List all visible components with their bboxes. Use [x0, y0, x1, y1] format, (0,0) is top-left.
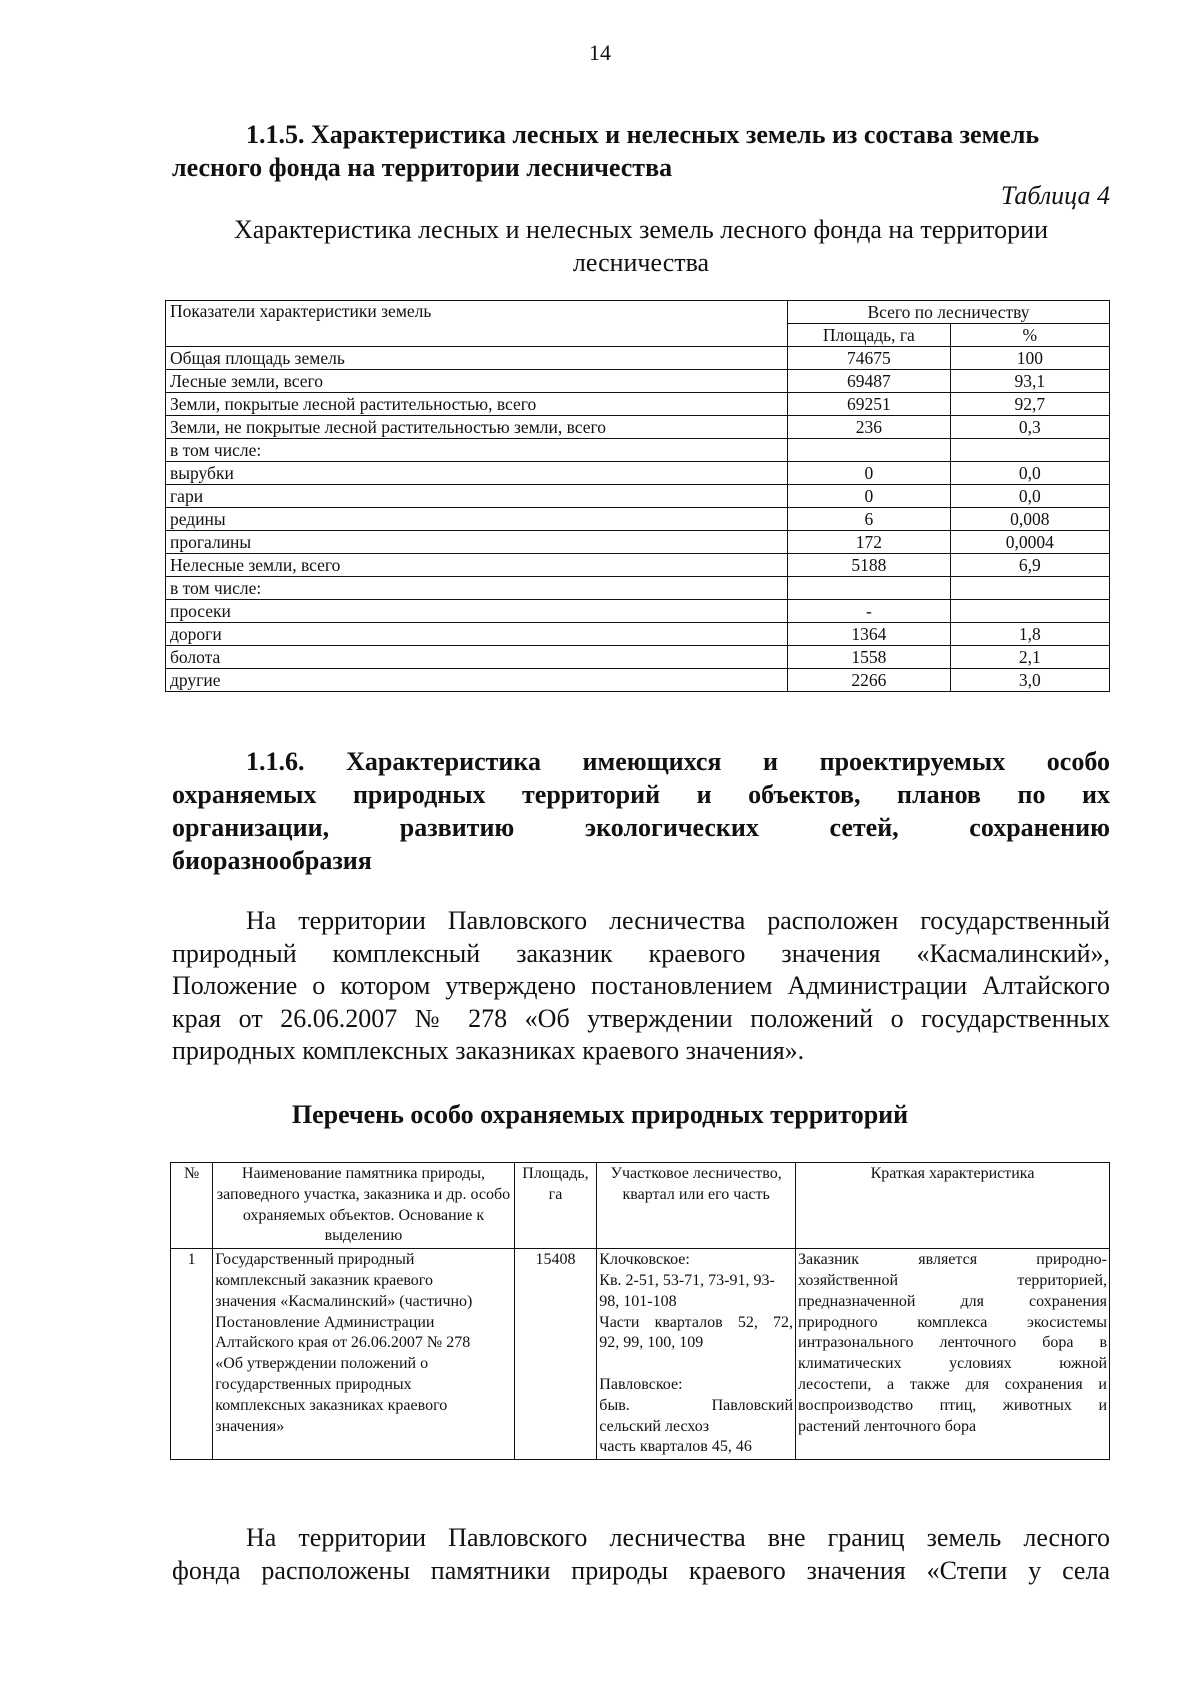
- table-row: [166, 646, 1110, 669]
- table-row: [166, 416, 1110, 439]
- row-percent: [950, 577, 1109, 600]
- row-area: 0: [788, 485, 951, 508]
- cell-line: часть кварталов 45, 46: [599, 1438, 752, 1456]
- body-paragraph: [172, 1522, 1110, 1587]
- row-name: дороги: [166, 623, 788, 646]
- section-heading-line: лесного фонда на территории лесничества: [172, 153, 673, 182]
- cell-line: быв. Павловский: [599, 1396, 794, 1414]
- table-caption: [172, 213, 1110, 279]
- table-row: [166, 370, 1110, 393]
- table-number-label: Таблица 4: [1000, 181, 1110, 210]
- column-header-description: Краткая характеристика: [796, 1163, 1110, 1249]
- row-number: 1: [171, 1249, 213, 1460]
- section-heading-line: охраняемых природных территорий и объектов, планов по их: [172, 780, 1110, 809]
- protected-areas-table: [170, 1162, 1110, 1460]
- row-area: [788, 439, 951, 462]
- cell-line: комплексный заказник краевого: [215, 1271, 433, 1289]
- row-area: [788, 577, 951, 600]
- row-name: Земли, не покрытые лесной растительностью земли, всего: [166, 416, 788, 439]
- paragraph-line: природный комплексный заказник краевого значения «Касмалинский»,: [172, 938, 1110, 968]
- paragraph-line: края от 26.06.2007 № 278 «Об утверждении положений о государственных: [172, 1003, 1110, 1033]
- paragraph-line: фонда расположены памятники природы краевого значения «Степи у села: [172, 1555, 1110, 1585]
- cell-line: Постановление Администрации: [215, 1313, 435, 1331]
- page-number: 14: [589, 40, 611, 65]
- row-area: 5188: [788, 554, 951, 577]
- row-area: 1364: [788, 623, 951, 646]
- cell-line: государственных природных: [215, 1375, 412, 1393]
- section-title-part: Характеристика лесных и нелесных земель из состава земель: [311, 120, 1040, 149]
- table-row: [166, 462, 1110, 485]
- section-heading-line: 1.1.6. Характеристика имеющихся и проектируемых особо: [246, 747, 1110, 776]
- row-percent: 93,1: [950, 370, 1109, 393]
- cell-line: природного комплекса экосистемы: [798, 1313, 1107, 1331]
- table-header-row: [166, 301, 1110, 324]
- paragraph-line: На территории Павловского лесничества расположен государственный: [246, 906, 1110, 935]
- row-area: 172: [788, 531, 951, 554]
- row-percent: [950, 439, 1109, 462]
- table-row: [166, 577, 1110, 600]
- row-name: Общая площадь земель: [166, 347, 788, 370]
- row-name: Нелесные земли, всего: [166, 554, 788, 577]
- section-heading-line: [172, 118, 1110, 151]
- row-name: просеки: [166, 600, 788, 623]
- table-row: [166, 554, 1110, 577]
- row-name: вырубки: [166, 462, 788, 485]
- cell-line: «Об утверждении положений о: [215, 1355, 429, 1373]
- row-area: 0: [788, 462, 951, 485]
- row-percent: 0,008: [950, 508, 1109, 531]
- row-percent: 0,0: [950, 462, 1109, 485]
- row-percent: 6,9: [950, 554, 1109, 577]
- column-header-total: Всего по лесничеству: [788, 301, 1110, 324]
- cell-line: хозяйственной территорией,: [798, 1271, 1107, 1289]
- paragraph-line: природных комплексных заказниках краевого значения».: [172, 1036, 805, 1065]
- protected-areas-list-title: Перечень особо охраняемых природных территорий: [291, 1100, 909, 1129]
- table-row: [166, 531, 1110, 554]
- cell-line: Павловское:: [599, 1375, 683, 1393]
- table-row: [166, 623, 1110, 646]
- cell-line: значения «Касмалинский» (частично): [215, 1292, 473, 1310]
- cell-line: Заказник является природно-: [798, 1251, 1107, 1269]
- cell-line: лесостепи, а также для сохранения и: [798, 1375, 1107, 1393]
- row-name: редины: [166, 508, 788, 531]
- row-name: болота: [166, 646, 788, 669]
- paragraph-line: Положение о котором утверждено постановлением Администрации Алтайского: [172, 971, 1110, 1000]
- column-header-area: Площадь, га: [514, 1163, 597, 1249]
- cell-line: 92, 99, 100, 109: [599, 1334, 704, 1352]
- cell-line: воспроизводство птиц, животных и: [798, 1396, 1107, 1414]
- table-row: [166, 393, 1110, 416]
- row-percent: 0,0004: [950, 531, 1109, 554]
- table-row: [166, 600, 1110, 623]
- paragraph-line: На территории Павловского лесничества вне границ земель лесного: [246, 1523, 1110, 1552]
- column-header-area: Площадь, га: [788, 324, 951, 347]
- table-row: [166, 485, 1110, 508]
- cell-line: комплексных заказниках краевого: [215, 1396, 448, 1414]
- table-header-row: [171, 1163, 1110, 1249]
- cell-line: значения»: [215, 1417, 285, 1435]
- section-heading-1-1-6: [172, 745, 1110, 877]
- section-heading-line: биоразнообразия: [172, 846, 372, 875]
- row-description: [796, 1249, 1110, 1460]
- row-name: Земли, покрытые лесной растительностью, всего: [166, 393, 788, 416]
- row-percent: 0,0: [950, 485, 1109, 508]
- cell-line: 98, 101-108: [599, 1292, 677, 1310]
- cell-spacer: [599, 1354, 793, 1375]
- row-area: 6: [788, 508, 951, 531]
- table-row: [166, 439, 1110, 462]
- row-percent: 100: [950, 347, 1109, 370]
- row-location: [597, 1249, 796, 1460]
- body-paragraph: [172, 905, 1110, 1068]
- row-area: 69251: [788, 393, 951, 416]
- row-name: в том числе:: [166, 577, 788, 600]
- row-name: гари: [166, 485, 788, 508]
- row-percent: 92,7: [950, 393, 1109, 416]
- section-heading-1-1-5: [172, 118, 1110, 184]
- section-number: 1.1.5.: [246, 120, 305, 149]
- row-percent: 3,0: [950, 669, 1109, 692]
- table-row: [166, 347, 1110, 370]
- cell-line: Алтайского края от 26.06.2007 № 278: [215, 1334, 471, 1352]
- column-header-name: Наименование памятника природы, заповедного участка, заказника и др. особо охраняемых объектов. Основание к выделению: [213, 1163, 514, 1249]
- row-area: 69487: [788, 370, 951, 393]
- cell-line: предназначенной для сохранения: [798, 1292, 1107, 1310]
- cell-line: сельский лесхоз: [599, 1417, 710, 1435]
- cell-line: Кв. 2-51, 53-71, 73-91, 93-: [599, 1271, 775, 1289]
- column-header-indicator: Показатели характеристики земель: [166, 301, 788, 347]
- table-row: [171, 1249, 1110, 1460]
- row-area: 236: [788, 416, 951, 439]
- row-name: Лесные земли, всего: [166, 370, 788, 393]
- row-area: 74675: [788, 347, 951, 370]
- row-name: прогалины: [166, 531, 788, 554]
- table-caption-line: Характеристика лесных и нелесных земель лесного фонда на территории: [233, 215, 1048, 244]
- row-percent: 1,8: [950, 623, 1109, 646]
- row-percent: [950, 600, 1109, 623]
- row-area: -: [788, 600, 951, 623]
- row-name: другие: [166, 669, 788, 692]
- row-name: в том числе:: [166, 439, 788, 462]
- column-header-percent: %: [950, 324, 1109, 347]
- cell-line: климатических условиях южной: [798, 1355, 1107, 1373]
- row-percent: 2,1: [950, 646, 1109, 669]
- row-area: 15408: [514, 1249, 597, 1460]
- table-caption-line: лесничества: [572, 248, 710, 277]
- land-characteristics-table: [165, 300, 1110, 692]
- section-heading-line: организации, развитию экологических сетей, сохранению: [172, 813, 1110, 842]
- row-area: 2266: [788, 669, 951, 692]
- row-area: 1558: [788, 646, 951, 669]
- table-row: [166, 508, 1110, 531]
- row-name: [213, 1249, 514, 1460]
- column-header-location: Участковое лесничество, квартал или его часть: [597, 1163, 796, 1249]
- cell-line: интразонального ленточного бора в: [798, 1334, 1107, 1352]
- cell-line: Клочковское:: [599, 1251, 690, 1269]
- cell-line: Государственный природный: [215, 1251, 415, 1269]
- row-percent: 0,3: [950, 416, 1109, 439]
- cell-line: растений ленточного бора: [798, 1417, 977, 1435]
- table-row: [166, 669, 1110, 692]
- cell-line: Части кварталов 52, 72,: [599, 1313, 794, 1331]
- column-header-number: №: [171, 1163, 213, 1249]
